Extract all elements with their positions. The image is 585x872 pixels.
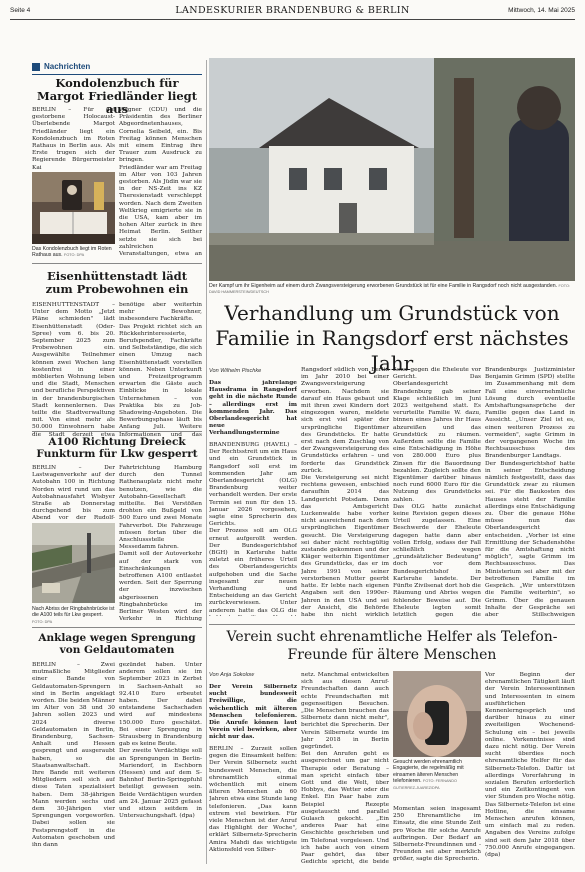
main-photo-caption: Der Kampf um ihr Eigenheim auf einem durch Zwangsversteigerung erworbenen Grundstück ist für eine Familie in Rangsdorf noch nicht ausgestanden. FOTO: DAVID HAMMERSTEIN/DEUTSCH (209, 283, 571, 295)
divider-3 (32, 627, 202, 628)
article6-col3: Momentan seien insgesamt 250 Ehrenamtliche im Einsatz, die eine Stunde Zeit pro Woche für solche Anrufe aufbringen. Der Bedarf an Silbernetz-Freundinnen und -Freunden sei aber merklich größer, sagte die Sprecherin. (393, 806, 481, 863)
motorway-photo (32, 523, 115, 603)
phone-illustration (393, 671, 481, 757)
article6-col2: netz. Manchmal entwickelten sich aus diesen Anruf-Freundschaften dann auch echte Freundschaften mit gegenseitigen Besuchen. „Die Menschen brauchen das Silbernetz dann nicht mehr", berichtet die Sprecherin. Der Verein Silbernetz wurde im Jahr 2018 in Berlin gegründet. Bei den Anrufen geht es ausgerechnet um gar nicht Therapie oder Beratung – man spricht einfach über Gott und die Welt, über Hobbys, das Wetter oder die Enkel. Ein Paar habe zum Beispiel Rezepte ausgetauscht und parallel Gulasch gekocht. „Ein anderes Paar hat eine Geschichte geschrieben und im Telefonat vorgelesen. Und ich habe auch von einem Paar gehört, das über Gedichte spricht, die beide (301, 672, 389, 864)
divider-2 (32, 431, 202, 432)
main-lead: Das jahrelange Hausdrama in Rangsdorf geht in die nächste Runde – allerdings erst im kommenden Jahr. Das Oberlandesgericht hat neue Verhandlungstermine (209, 380, 297, 437)
article6-headline: Verein sucht ehrenamtliche Helfer als Telefon-Freunde für ältere Menschen (226, 629, 558, 663)
article2-col2: benötige aber weiterhin mehr Bewohner, insbesondere Fachkräfte. Das Projekt richtet sich an Rückkehrinteressierte, Berufspendler, Fachkräfte und Selbstständige, die sich einen Umzug nach Eisenhüttenstadt vorstellen können. Neben Unterkunft und Freizeitprogramm erwarten die Gäste auch Einblicke in lokale Unternehmen – von Praktika bis zu Job-Shadowing-Angeboten. Die Bewerbungsphase läuft bis Anfang Juli. Weitere Informationen und das (119, 302, 202, 436)
page-number: Seite 4 (10, 7, 31, 14)
article1-col2: Wegner (CDU) und die Präsidentin des Berliner Abgeordnetenhauses, Cornelia Seibeld, ein. Bis Freitag können Menschen mit einem Eintrag ihre Trauer zum Ausdruck zu bringen. Friedländer war am Freitag im Alter von 103 Jahren gestorben. Als Jüdin war sie in der NS-Zeit ins KZ Theresienstadt verschleppt worden. Nach dem Zweiten Weltkrieg emigrierte sie in die USA, kam aber im hohen Alter zurück in ihre Heimat Berlin. Seither setzte sie sich bei zahlreichen Veranstaltungen, etwa an (119, 107, 202, 257)
main-headline: Verhandlung um Grundstück von Familie in Rangsdorf erst nächstes Jahr (215, 301, 569, 375)
phone-photo (393, 671, 481, 757)
article6-author: Von Anja Sokolow (209, 672, 254, 678)
article1-col1: BERLIN – Für die gestorbene Holocaust-Überlebende Margot Friedländer liegt ein Kondolenzbuch im Roten Rathaus in Berlin aus. Als Erste trugen sich der Regierende Bürgermeister Kai (32, 107, 115, 169)
divider-4 (209, 624, 575, 625)
main-col4: Brandenburgs Justizminister Benjamin Grimm (SPD) stellte im Zusammenhang mit dem Fall eine einvernehmliche Lösung durch eventuelle Amtshaftungsansprüche der Familie gegen das Land in Aussicht. „Unser Ziel ist es, einen weiteren Prozess zu vermeiden", sagte Grimm in der vergangenen Woche im Rechtsausschuss des Brandenburger Landtags. Der Bundesgerichtshof hatte in seiner Entscheidung nämlich festgestellt, dass das Grundstück zwar zu räumen sei. Für die Baukosten des Hauses steht der Familie allerdings eine Entschädigung zu. Über die genaue Höhe müsse nun das Oberlandesgericht entscheiden. „Vorher ist eine Ermittlung der Schadenshöhe für die Amtshaftung nicht möglich", sagte Grimm im Rechtsausschuss. Das Ministerium sei aber mit der betroffenen Familie im Gespräch. „Wir unterstützen die Familie weiterhin", so Grimm. Über die genauen Inhalte der Gespräche sei aber Stillschweigen (485, 367, 575, 618)
article3-col2: Fahrtrichtung Hamburg durch den Tunnel Rathenauplatz nicht mehr benutzen, wie die Autobahn-Gesellschaft mitteilte. Bei Verstößen drohten ein Bußgeld von 500 Euro und zwei Monate Fahrverbot. Die Fahrzeuge müssen fortan über die Anschlussstelle Messedamm fahren. Damit soll der Autoverkehr auf der stark von Einschränkungen betroffenen A100 entlastet werden. Seit der Sperrung der inzwischen abgerissenen Ringbahnbrücke im Berliner Westen wird der Verkehr in Richtung (119, 465, 202, 623)
article2-col1: EISENHÜTTENSTADT – Unter dem Motto „Jetzt Pläne schmieden" lädt Eisenhüttenstadt (Oder-Spree) vom 6. bis 20. September 2025 zum Probewohnen ein. Ausgewählte Teilnehmer können zwei Wochen lang kostenfrei in einer möblierten Wohnung leben und die Stadt, Menschen und berufliche Perspektiven in der brandenburgischen Stadt kennenlernen. Das teilte die Stadtverwaltung mit. Von einst mehr als 50.000 Einwohnern habe die Stadt derzeit etwa (32, 302, 115, 436)
article4-col2: gezündet haben. Unter anderem sollen sie im September 2023 in Zerbst in Sachsen-Anhalt so 92.410 Euro erbeutet haben. Der dabei entstandene Sachschaden wird auf mindestens 150.000 Euro geschätzt. Bei einer Sprengung in Strausberg in Brandenburg gab es keine Beute. Der zweite Verdächtige soll an Sprengungen in Berlin-Mariendorf, in Eschborn (Hessen) und auf dem S-Bahnhof Berlin-Springpfuhl beteiligt gewesen sein. Beide Verdächtigen wurden am 24. Januar 2025 gefasst und sitzen seitdem in Untersuchungshaft. (dpa) (119, 662, 202, 820)
issue-date: Mittwoch, 14. Mai 2025 (508, 7, 575, 14)
main-col1: BRANDENBURG (HAVEL) – Der Rechtsstreit um ein Haus und ein Grundstück in Rangsdorf soll erst im kommenden Jahr am Oberlandesgericht (OLG) Brandenburg weiter verhandelt werden. Der erste Termin sei nun für den 15. Januar 2026 vorgesehen, sagte eine Sprecherin des Gerichts. Der Prozess soll am OLG erneut aufgerollt werden. Der Bundesgerichtshof (BGH) in Karlsruhe hatte zuletzt ein früheres Urteil des Oberlandesgerichts aufgehoben und die Sache insgesamt zur neuen Verhandlung und Entscheidung an das Gericht zurückverwiesen. Unter anderem hatte das OLG die (209, 442, 297, 614)
newspaper-name: LANDESKURIER BRANDENBURG & BERLIN (175, 5, 410, 16)
house-illustration (209, 58, 575, 281)
section-label: Nachrichten (44, 62, 91, 71)
article3-headline: A100 Richtung Dreieck Funkturm für Lkw gesperrt (36, 436, 198, 461)
article6-col1: BERLIN – Zurzeit sollen gegen die Einsamkeit helfen: Der Verein Silbernetz sucht bundesweit Menschen, die ehrenamtlich einmal wöchentlich mit einem älteren Menschen ab 60 Jahren etwa eine Stunde lang telefonieren. „Das kann extrem viel bewirken. Für viele Menschen ist der Anruf das Highlight der Woche", erklärt Silbernetz-Sprecherin Amira Mahdi das wichtigste Aktionsfeld von Silber- (209, 746, 297, 853)
article6-credit: FOTO: FERNANDO GUTIERREZ-JUAREZ/DPA (393, 779, 457, 790)
article1-headline: Kondolenzbuch für Margot Friedländer liegt aus (36, 76, 198, 117)
article3-credit: FOTO: DPA (32, 619, 53, 624)
article3-caption: Nach Abriss der Ringbahnbrücke ist die A100 teils für Lkw gesperrt. FOTO: DPA (32, 606, 115, 624)
main-author: Von Wilhelm Pischke (209, 368, 262, 374)
masthead (10, 4, 575, 18)
masthead-rule (10, 19, 575, 20)
motorway-illustration (32, 523, 115, 603)
condolence-book-illustration (32, 172, 115, 244)
article6-caption: Gesucht werden ehrenamtlich Engagierte, die regelmäßig mit einsamen älteren Menschen telefonieren. FOTO: FERNANDO GUTIERREZ-JUAREZ/DPA (393, 759, 464, 790)
article1-caption: Das Kondolenzbuch liegt im Roten Rathaus aus. FOTO: DPA (32, 246, 112, 259)
section-rule (32, 74, 202, 75)
main-photo-credit: FOTO: DAVID HAMMERSTEIN/DEUTSCH (209, 284, 571, 295)
article6-lead: Der Verein Silbernetz sucht bundesweit Freiwillige, die wöchentlich mit älteren Menschen telefonieren. Die Anrufe können laut Verein viel bewirken, aber nicht nur das. (209, 684, 297, 741)
article6-col4: Vor Beginn der ehrenamtlichen Tätigkeit läuft der Verein Interessentinnen und Interessenten in einem ausführlichen Kennenlerngespräch und darüber hinaus zu einer zweiteiligen Wochenend-Schulung ein – bei jeweils online. Vorkenntnisse sind dazu nicht nötig. Der Verein sucht überdies noch ehrenamtliche Helfer für das Silbernetz-Telefon. Dafür ist allerdings Vorerfahrung in sozialen Berufen erforderlich und ein Zeitkontingent von vier Stunden pro Woche nötig. Das Silbernetz-Telefon ist eine Hotline, die einsame Menschen anrufen können, um einfach mal zu reden. Angaben des Vereins zufolge sind seit dem Jahr 2018 über 750.000 Anrufe eingegangen. (dpa) (485, 672, 575, 859)
section-square-icon (32, 63, 40, 71)
column-divider (206, 60, 207, 864)
main-col3: ßend gegen die Eheleute vor Gericht. Das Oberlandesgericht Brandenburg gab seiner Klage schließlich im Juni 2023 weitgehend statt. Es verurteilte Familie W. dazu, binnen eines Jahres ihr Haus abzureißen und das Grundstück zu räumen. Außerdem sollte die Familie eine Entschädigung in Höhe von 280.000 Euro plus Zinsen für die Bauordnung bezahlen. Zugleich sollte den Eigentümer darüber hinaus noch rund 6000 Euro für die Nutzung des Grundstücks zahlen. Das OLG hatte zunächst keine Revision gegen dieses Urteil zugelassen. Eine Beschwerde der Eheleute dagegen hatte dann aber vollen Erfolg, sodass der Fall schließlich wegen „grundsätzlicher Bedeutung" doch vor dem Bundesgerichtshof in Karlsruhe landete. Der Fünfte Zivilsenat dort hob die Räumung und Abriss wegen fehlender Beweise auf. Die Eheleute legten somit letztlich gegen die (393, 367, 481, 618)
main-col2: Rangsdorf südlich von Berlin im Jahr 2010 bei einer Zwangsversteigerung erworben. Nachdem sie darauf ein Haus gebaut und mit ihren zwei Kindern dort eingezogen waren, meldete sich erst viel später der ursprüngliche Eigentümer des Grundstücks. Er hatte erst nach dem Zuschlag von der Zwangsversteigerung des Grundstücks erfahren – und forderte das Grundstück zurück. Die Versteigerung sei nicht rechtens gewesen, entschied daraufhin 2014 das Landgericht Potsdam. Denn das Amtsgericht Luckenwalde habe vorher nicht ausreichend nach dem ursprünglichen Eigentümer gesucht. Die Versteigerung sei daher nicht rechtsgültig zustande gekommen und der Kläger weiterhin Eigentümer des Grundstücks, das er im Jahre 1991 von seiner verstorbenen Mutter geerbt hatte. Er lebte nach eigenen Angaben seit den 1990er-Jahren in den USA und sei der Ansicht, die Behörde habe ihn nicht wirklich (301, 367, 389, 618)
condolence-book-photo (32, 172, 115, 244)
article4-headline: Anklage wegen Sprengung von Geldautomaten (38, 632, 196, 657)
article4-col1: BERLIN – Zwei mutmaßliche Mitglieder einer Bande von Geldautomaten-Sprengern sind in Berlin angeklagt worden. Die beiden Männer im Alter von 38 und 30 Jahren sollen 2023 und 2024 diverse Geldautomaten in Berlin, Brandenburg, Sachsen-Anhalt und Hessen gesprengt und ausgeraubt haben, so die Staatsanwaltschaft. Ihre Bande mit weiteren Mitgliedern soll sich auf diese Taten spezialisiert haben. Dem 38-jährigen Mann werden sechs und dem 30-Jährigen vier Sprengungen vorgeworfen. Dabei sollen sie Festsprengstoff in die Automaten geschoben und ihn dann (32, 662, 115, 849)
article2-headline: Eisenhüttenstadt lädt zum Probewohnen ein (45, 269, 189, 297)
article3-col1: BERLIN – Der Lastwagenverkehr auf der Autobahn 100 in Richtung Norden wird rund um das Autobahnausfahrt Wisbyer Straße ab Donnerstag durchgehend bis zum Abend vor der Rudolf- (32, 465, 115, 521)
divider-1 (32, 263, 202, 264)
section-header (32, 61, 202, 73)
house-photo (209, 58, 575, 281)
article1-credit: FOTO: DPA (64, 253, 85, 258)
